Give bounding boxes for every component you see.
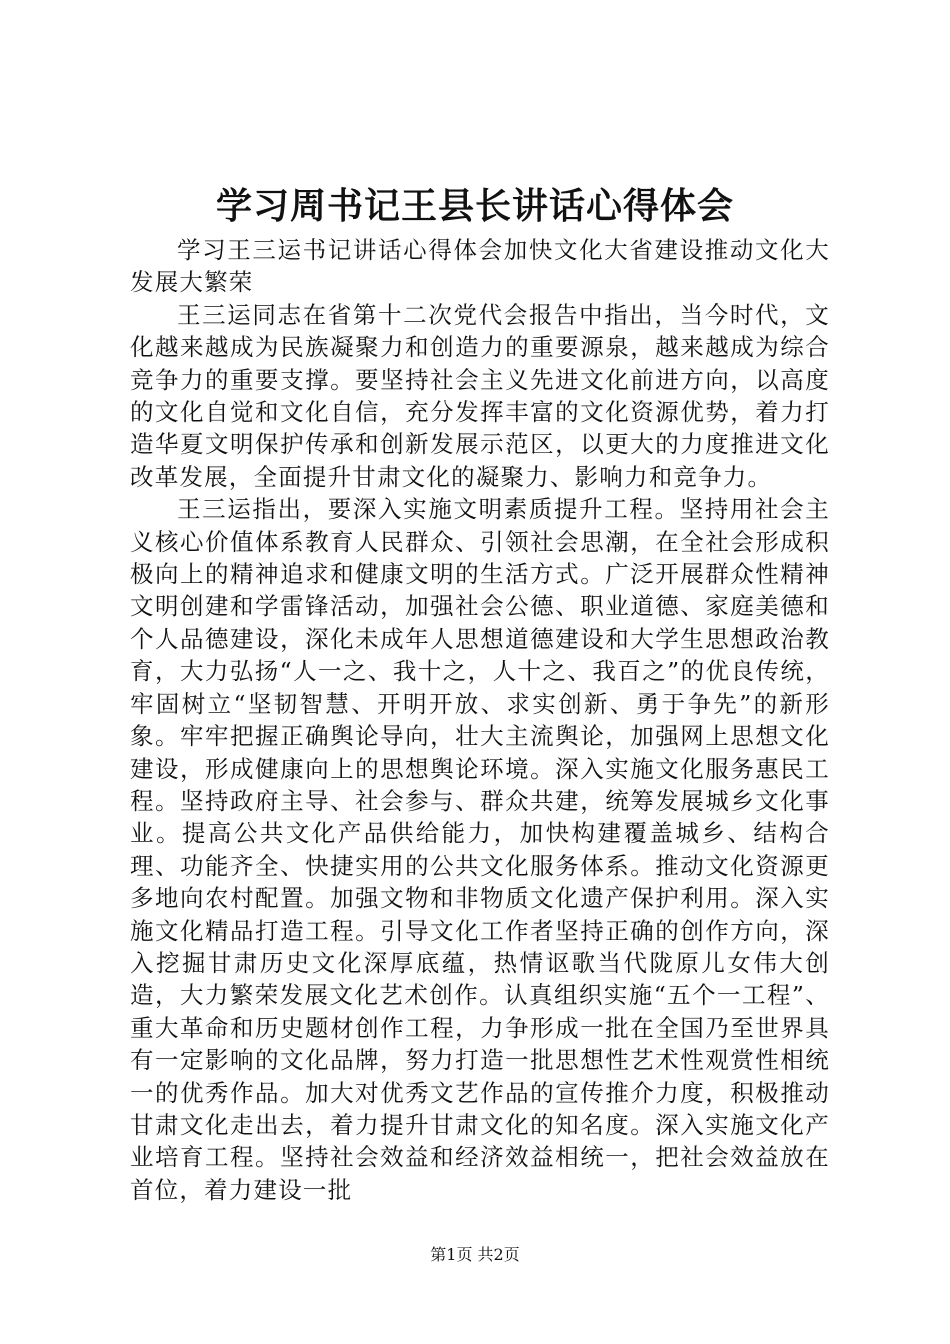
page-number-footer: 第1页 共2页 [430, 1245, 520, 1264]
paragraph-subtitle: 学习王三运书记讲话心得体会加快文化大省建设推动文化大发展大繁荣 [130, 236, 830, 297]
paragraph: 王三运指出，要深入实施文明素质提升工程。坚持用社会主义核心价值体系教育人民群众、引领社会思潮，在全社会形成积极向上的精神追求和健康文明的生活方式。广泛开展群众性精神文明创建和学雷锋活动，加强社会公德、职业道德、家庭美德和个人品德建设，深化未成年人思想道德建设和大学生思想政治教育，大力弘扬“人一之、我十之，人十之、我百之”的优良传统，牢固树立“坚韧智慧、开明开放、求实创新、勇于争先”的新形象。牢牢把握正确舆论导向，壮大主流舆论，加强网上思想文化建设，形成健康向上的思想舆论环境。深入实施文化服务惠民工程。坚持政府主导、社会参与、群众共建，统筹发展城乡文化事业。提高公共文化产品供给能力，加快构建覆盖城乡、结构合理、功能齐全、快捷实用的公共文化服务体系。推动文化资源更多地向农村配置。加强文物和非物质文化遗产保护利用。深入实施文化精品打造工程。引导文化工作者坚持正确的创作方向，深入挖掘甘肃历史文化深厚底蕴，热情讴歌当代陇原儿女伟大创造，大力繁荣发展文化艺术创作。认真组织实施“五个一工程”、重大革命和历史题材创作工程，力争形成一批在全国乃至世界具有一定影响的文化品牌，努力打造一批思想性艺术性观赏性相统一的优秀作品。加大对优秀文艺作品的宣传推介力度，积极推动甘肃文化走出去，着力提升甘肃文化的知名度。深入实施文化产业培育工程。坚持社会效益和经济效益相统一，把社会效益放在首位，着力建设一批 [130, 495, 830, 1204]
document-title: 学习周书记王县长讲话心得体会 [215, 185, 734, 227]
document-body [130, 234, 830, 1206]
paragraph: 王三运同志在省第十二次党代会报告中指出，当今时代，文化越来越成为民族凝聚力和创造力的重要源泉，越来越成为综合竞争力的重要支撑。要坚持社会主义先进文化前进方向，以高度的文化自觉和文化自信，充分发挥丰富的文化资源优势，着力打造华夏文明保护传承和创新发展示范区，以更大的力度推进文化改革发展，全面提升甘肃文化的凝聚力、影响力和竞争力。 [130, 300, 830, 491]
